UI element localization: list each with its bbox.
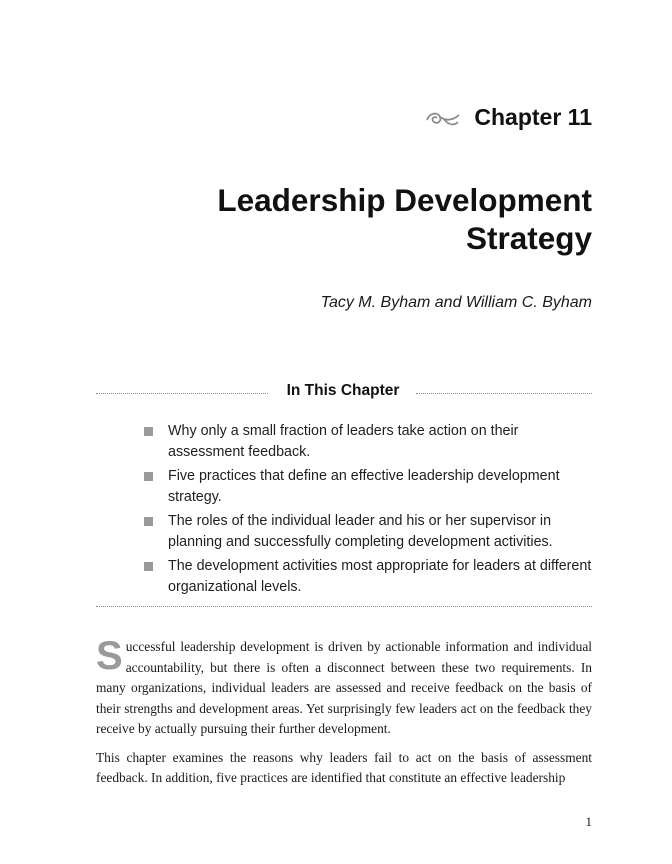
in-this-chapter-header [96, 382, 592, 404]
list-item [144, 421, 592, 462]
chapter-title-line-2: Strategy [465, 220, 592, 256]
list-item-text: The development activities most appropriate for leaders at different organizational levels. [168, 558, 592, 595]
dotted-rule-left [96, 393, 268, 394]
square-bullet-icon [144, 427, 153, 436]
page-number: 1 [585, 814, 592, 829]
list-item [144, 511, 592, 552]
chapter-title-line-1: Leadership Development [217, 182, 592, 218]
list-item-text: The roles of the individual leader and his or her supervisor in planning and successfully completing development activities. [168, 513, 553, 550]
square-bullet-icon [144, 472, 153, 481]
list-item-text: Five practices that define an effective leadership development strategy. [168, 468, 560, 505]
dotted-rule-bottom [96, 606, 592, 607]
chapter-title [112, 181, 592, 257]
drop-cap: S [96, 634, 123, 678]
list-item [144, 466, 592, 507]
chapter-heading [424, 104, 592, 131]
body-paragraph-2: This chapter examines the reasons why leaders fail to act on the basis of assessment feedback. In addition, five practices are identified that constitute an effective leadership [96, 749, 592, 785]
square-bullet-icon [144, 517, 153, 526]
paragraph-1-text: uccessful leadership development is driven by actionable information and individual accountability, but there is often a disconnect between these two requirements. In many organizations, individual leaders are assessed and receive feedback on the basis of their strengths and development areas. Yet surprisingly few leaders act on the feedback they receive by actually pursuing their further development. [96, 639, 592, 736]
body-text [96, 634, 592, 797]
fleuron-ornament-icon [424, 106, 462, 130]
square-bullet-icon [144, 562, 153, 571]
list-item [144, 556, 592, 597]
authors-byline: Tacy M. Byham and William C. Byham [320, 294, 592, 311]
chapter-label: Chapter 11 [474, 104, 592, 130]
dotted-rule-right [416, 393, 592, 394]
list-item-text: Why only a small fraction of leaders take action on their assessment feedback. [168, 423, 519, 460]
in-this-chapter-heading: In This Chapter [286, 382, 400, 399]
chapter-overview-list [144, 421, 592, 601]
body-paragraph-1 [96, 634, 592, 740]
